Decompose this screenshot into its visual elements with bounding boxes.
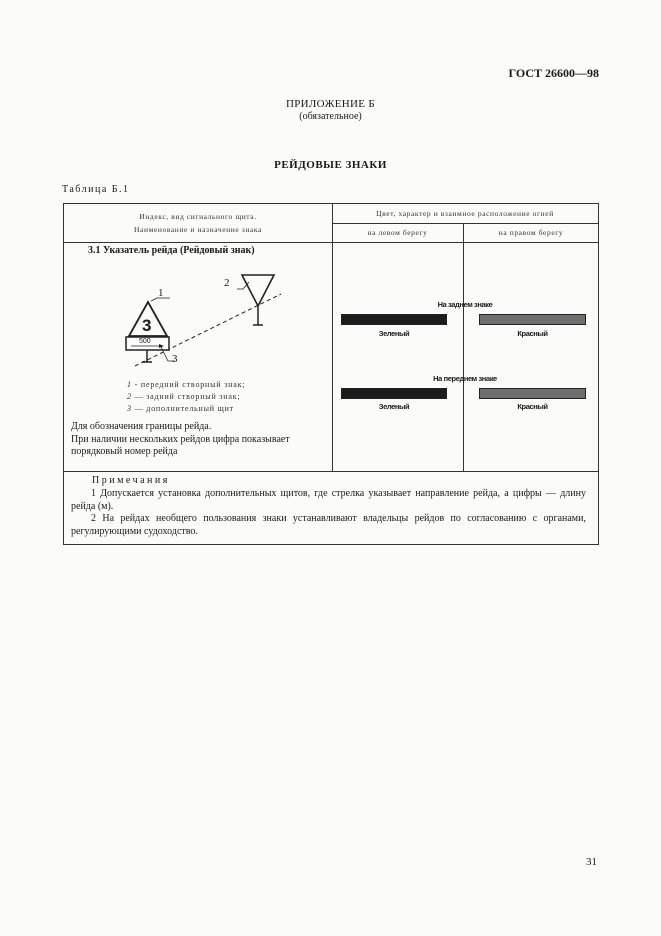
legend-item-2 [127, 392, 240, 401]
front-sign-label: На переднем знаке [433, 374, 497, 383]
callout-2: 2 [224, 277, 230, 289]
callout-1: 1 [158, 287, 164, 299]
sign-purpose [71, 421, 327, 459]
col1-header-line1: Индекс, вид сигнального щита. [139, 212, 257, 221]
front-left-light-bar [341, 388, 447, 399]
subheader-divider [332, 223, 598, 224]
appendix-subtitle: (обязательное) [299, 111, 362, 122]
board-value: 500 [139, 338, 151, 345]
legend-text-2: задний створный знак; [146, 392, 241, 401]
bank-divider [463, 223, 464, 471]
legend-item-1 [127, 380, 245, 389]
note-1: 1 Допускается установка дополнительных щитов, где стрелка указывает направление рейда, а цифры — длину рейда (м). [71, 488, 586, 512]
col1-header-line2: Наименование и назначение знака [134, 225, 262, 234]
table-label: Таблица Б.1 [62, 184, 130, 195]
purpose-line-3: порядковый номер рейда [71, 446, 178, 457]
legend-dash-3: — [131, 404, 147, 413]
rear-left-color-label: Зеленый [378, 329, 410, 338]
notes-title: Примечания [92, 475, 170, 486]
note-2: 2 На рейдах необщего пользования знаки устанавливают владельцы рейдов по согласованию с органами, регулирующими судоходство. [71, 513, 586, 537]
legend-num-2: 2 [127, 392, 132, 401]
sign-digit: 3 [142, 316, 152, 335]
appendix-title: ПРИЛОЖЕНИЕ Б [286, 98, 375, 110]
legend-text-3: дополнительный щит [146, 404, 234, 413]
column-divider [332, 204, 333, 471]
rear-sign-label: На заднем знаке [437, 300, 493, 309]
legend-dash-1: - [131, 380, 141, 389]
section-title: РЕЙДОВЫЕ ЗНАКИ [274, 159, 387, 171]
legend-item-3 [127, 404, 234, 413]
rear-sign-triangle [242, 275, 274, 306]
row-title: 3.1 Указатель рейда (Рейдовый знак) [88, 245, 255, 256]
rear-right-color-label: Красный [517, 329, 548, 338]
callout-3: 3 [172, 353, 178, 365]
purpose-line-2: При наличии нескольких рейдов цифра показывает [71, 433, 290, 445]
rear-left-light-bar [341, 314, 447, 325]
legend-num-3: 3 [127, 404, 132, 413]
legend-num-1: 1 [127, 380, 132, 389]
header-divider [64, 242, 598, 243]
col2-header: Цвет, характер и взаимное расположение огней [376, 209, 554, 218]
notes-divider [64, 471, 598, 472]
subheader-left-bank: на левом берегу [367, 228, 428, 237]
front-right-color-label: Красный [517, 402, 548, 411]
legend-text-1: передний створный знак; [140, 380, 246, 389]
front-left-color-label: Зеленый [378, 402, 410, 411]
legend-dash-2: — [131, 392, 147, 401]
rear-right-light-bar [479, 314, 586, 325]
front-right-light-bar [479, 388, 586, 399]
subheader-right-bank: на правом берегу [498, 228, 564, 237]
page-number: 31 [586, 856, 597, 868]
purpose-line-1: Для обозначения границы рейда. [71, 421, 212, 432]
document-code: ГОСТ 26600—98 [508, 66, 599, 80]
col1-header [64, 210, 332, 236]
